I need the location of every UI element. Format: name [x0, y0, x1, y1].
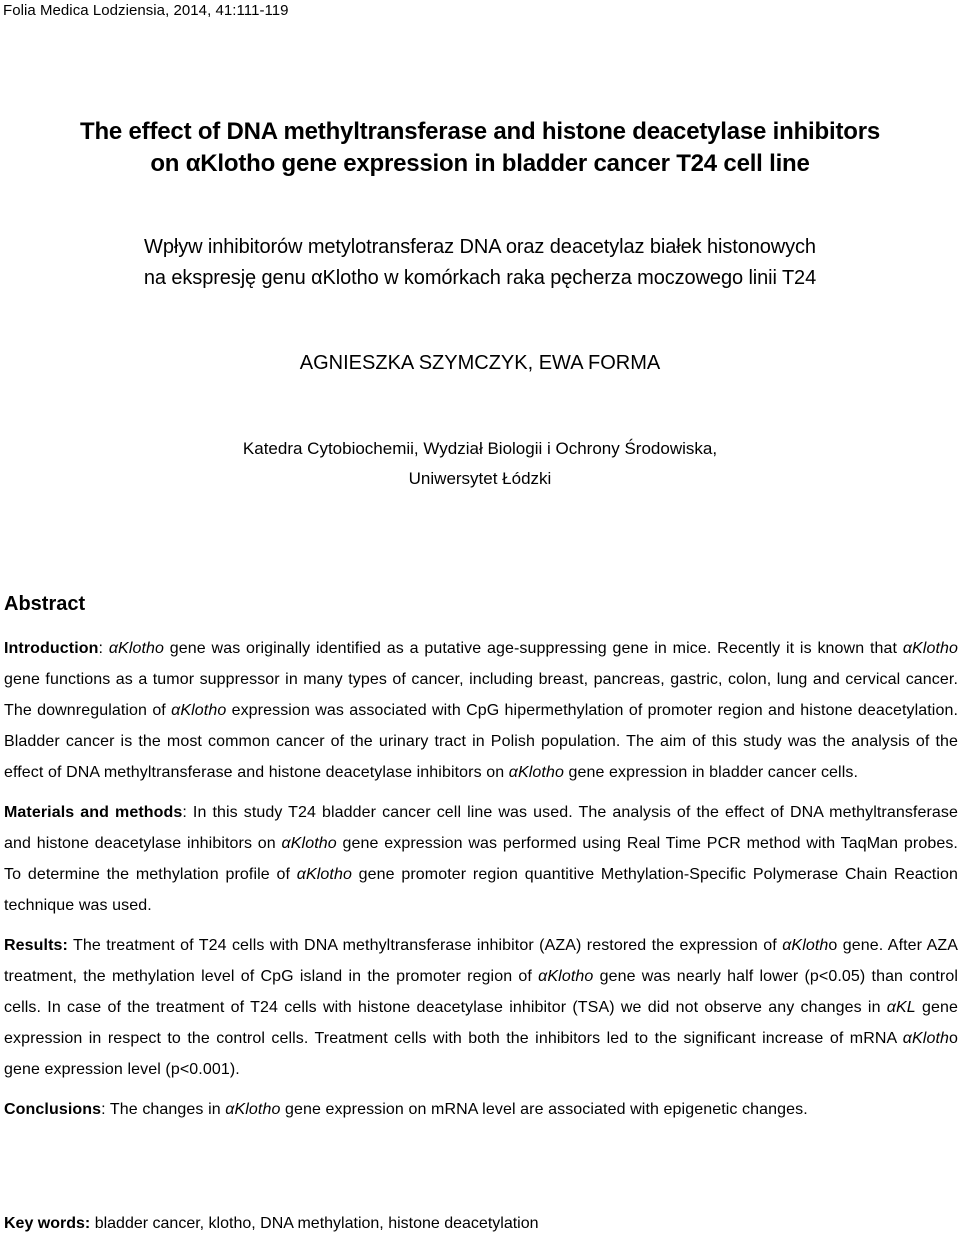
introduction-text: gene was originally identified as a putative age-suppressing gene in mice. Recently it is known that: [164, 640, 903, 657]
gene-name: αKlotho: [538, 968, 594, 985]
conclusions-text: : The changes in: [101, 1101, 226, 1118]
abstract-results: [4, 930, 958, 1085]
gene-name: αKlotho: [281, 835, 337, 852]
authors: AGNIESZKA SZYMCZYK, EWA FORMA: [299, 352, 661, 374]
gene-name: αKlotho: [508, 764, 564, 781]
abstract-body: [4, 633, 958, 1134]
results-text: The treatment of T24 cells with DNA methyltransferase inhibitor (AZA) restored the expression of: [67, 937, 783, 954]
results-text: gene was nearly half lower (p<0.05) than control cells. In case of the treatment of T24 cells with histone deacetylase inhibitor (TSA) we did not observe any changes in: [4, 968, 958, 1016]
gene-name: αKloth: [782, 937, 829, 954]
affiliation-line-1: Katedra Cytobiochemii, Wydział Biologii i Ochrony Środowiska,: [242, 439, 718, 458]
gene-name: αKlotho: [902, 640, 959, 657]
results-text: o gene expression level (p<0.001).: [4, 1030, 958, 1078]
polish-title-line-1: Wpływ inhibitorów metylotransferaz DNA oraz deacetylaz białek histonowych: [144, 236, 816, 258]
abstract-conclusions: [4, 1094, 958, 1125]
conclusions-text: gene expression on mRNA level are associated with epigenetic changes.: [280, 1101, 808, 1118]
polish-title: [0, 232, 960, 294]
gene-name: αKloth: [902, 1030, 949, 1047]
conclusions-label: Conclusions: [4, 1101, 102, 1118]
abstract-heading: Abstract: [4, 593, 86, 615]
gene-name: αKlotho: [296, 866, 352, 883]
gene-name: αKL: [886, 999, 916, 1016]
keywords-value: bladder cancer, klotho, DNA methylation, histone deacetylation: [90, 1215, 539, 1232]
results-text: o gene. After AZA treatment, the methylation level of CpG island in the promoter region of: [4, 937, 958, 985]
results-text: gene expression in respect to the control cells. Treatment cells with both the inhibitors led to the significant increase of mRNA: [4, 999, 958, 1047]
results-label: Results:: [4, 937, 68, 954]
keywords: [4, 1213, 539, 1235]
gene-name: αKlotho: [225, 1101, 281, 1118]
methods-text: gene promoter region quantitive Methylation-Specific Polymerase Chain Reaction technique was used.: [4, 866, 958, 914]
paper-title-line-1: The effect of DNA methyltransferase and histone deacetylase inhibitors: [80, 118, 880, 145]
polish-title-line-2: na ekspresję genu αKlotho w komórkach raka pęcherza moczowego linii T24: [143, 267, 817, 289]
methods-text: gene expression was performed using Real Time PCR method with TaqMan probes. To determine the methylation profile of: [4, 835, 958, 883]
introduction-text: gene expression in bladder cancer cells.: [563, 764, 859, 781]
affiliation: [0, 434, 960, 494]
paper-title-line-2: on αKlotho gene expression in bladder cancer T24 cell line: [150, 150, 810, 177]
introduction-label: Introduction: [4, 640, 99, 657]
introduction-text: gene functions as a tumor suppressor in many types of cancer, including breast, pancreas, gastric, colon, lung and cervical cancer. The downregulation of: [4, 671, 958, 719]
affiliation-line-2: Uniwersytet Łódzki: [408, 469, 552, 488]
gene-name: αKlotho: [171, 702, 227, 719]
methods-label: Materials and methods: [4, 804, 183, 821]
paper-title: [0, 116, 960, 180]
methods-text: : In this study T24 bladder cancer cell line was used. The analysis of the effect of DNA methyltransferase and histone deacetylase inhibitors on: [4, 804, 959, 852]
introduction-text: expression was associated with CpG hipermethylation of promoter region and histone deacetylation. Bladder cancer is the most common cancer of the urinary tract in Polish population. The aim of this study was the analysis of the effect of DNA methyltransferase and histone deacetylase inhibitors on: [4, 702, 958, 781]
abstract-methods: [4, 797, 958, 921]
keywords-label: Key words:: [4, 1215, 91, 1232]
gene-name: αKlotho: [108, 640, 165, 657]
abstract-introduction: [4, 633, 958, 788]
introduction-colon: :: [98, 640, 109, 657]
journal-citation: Folia Medica Lodziensia, 2014, 41:111-119: [3, 2, 289, 19]
